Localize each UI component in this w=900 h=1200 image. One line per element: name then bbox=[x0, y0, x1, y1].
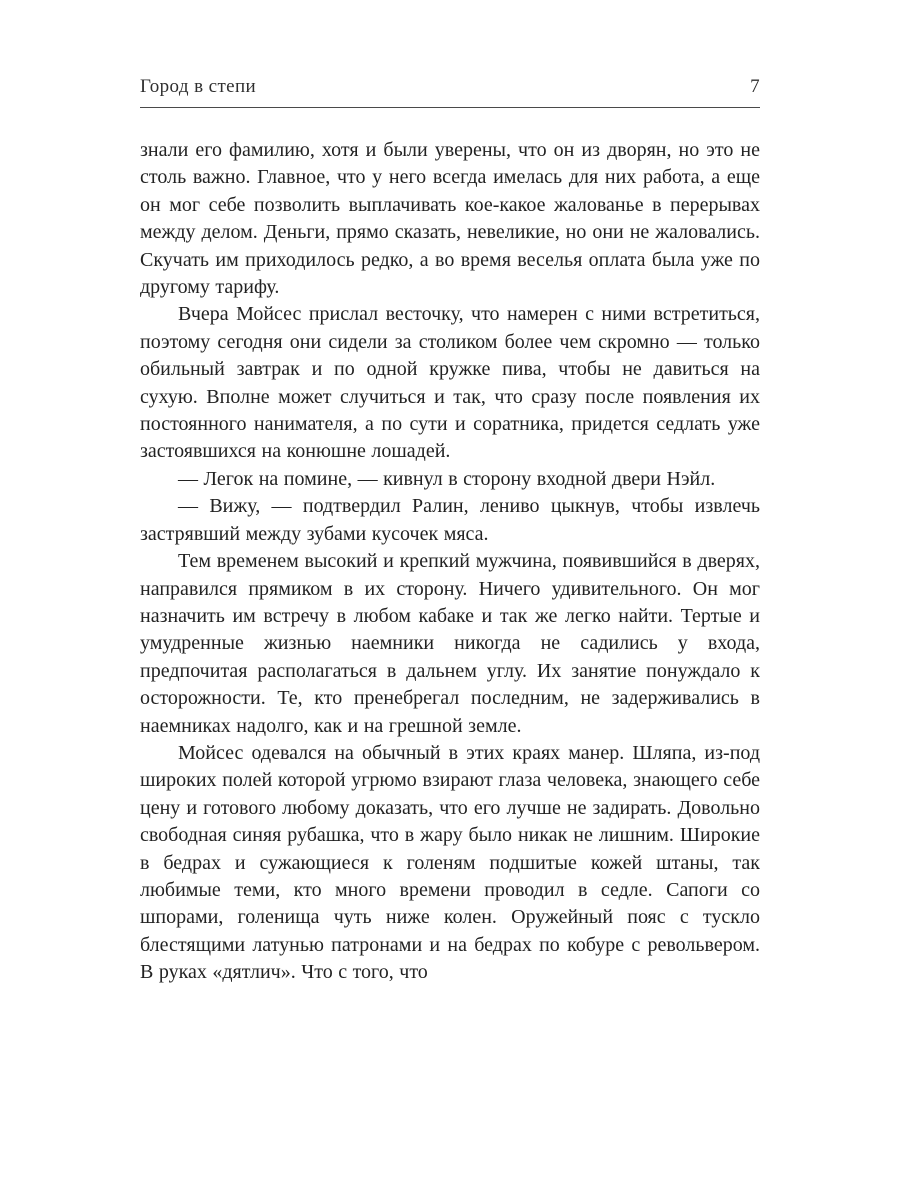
page-number: 7 bbox=[750, 76, 760, 97]
paragraph: знали его фамилию, хотя и были уверены, что он из дворян, но это не столь важно. Главное, что у него всегда имелась для них работа, а еще он мог себе позволить выплачивать кое-какое жалованье в перерывах между делом. Деньги, прямо сказать, невеликие, но они не жаловались. Скучать им приходилось редко, а во время веселья оплата была уже по другому тарифу. bbox=[140, 139, 760, 299]
page-header bbox=[140, 76, 760, 108]
paragraph: Тем временем высокий и крепкий мужчина, появившийся в дверях, направился прямиком в их сторону. Ничего удивительного. Он мог назначить им встречу в любом кабаке и так же легко найти. Тертые и умудренные жизнью наемники никогда не садились у входа, предпочитая располагаться в дальнем углу. Их занятие понуждало к осторожности. Те, кто пренебрегал последним, не задерживались в наемниках надолго, как и на грешной земле. bbox=[140, 550, 760, 737]
page-text bbox=[140, 137, 760, 987]
running-title: Город в степи bbox=[140, 76, 257, 97]
paragraph: Мойсес одевался на обычный в этих краях манер. Шляпа, из-под широких полей которой угрюмо взирают глаза человека, знающего себе цену и готового любому доказать, что его лучше не задирать. Довольно свободная синяя рубашка, что в жару было никак не лишним. Широкие в бедрах и сужающиеся к голеням подшитые кожей штаны, так любимые теми, кто много времени проводил в седле. Сапоги со шпорами, голенища чуть ниже колен. Оружейный пояс с тускло блестящими латунью патронами и на бедрах по кобуре с револьвером. В руках «дятлич». Что с того, что bbox=[140, 741, 760, 984]
paragraph-dialogue: — Вижу, — подтвердил Ралин, лениво цыкнув, чтобы извлечь застрявший между зубами кусочек мяса. bbox=[140, 495, 760, 545]
paragraph-dialogue: — Легок на помине, — кивнул в сторону входной двери Нэйл. bbox=[178, 467, 716, 490]
paragraph: Вчера Мойсес прислал весточку, что намерен с ними встретиться, поэтому сегодня они сидели за столиком более чем скромно — только обильный завтрак и по одной кружке пива, чтобы не давиться на сухую. Вполне может случиться и так, что сразу после появления их постоянного нанимателя, а по сути и соратника, придется седлать уже застоявшихся на конюшне лошадей. bbox=[140, 303, 760, 463]
